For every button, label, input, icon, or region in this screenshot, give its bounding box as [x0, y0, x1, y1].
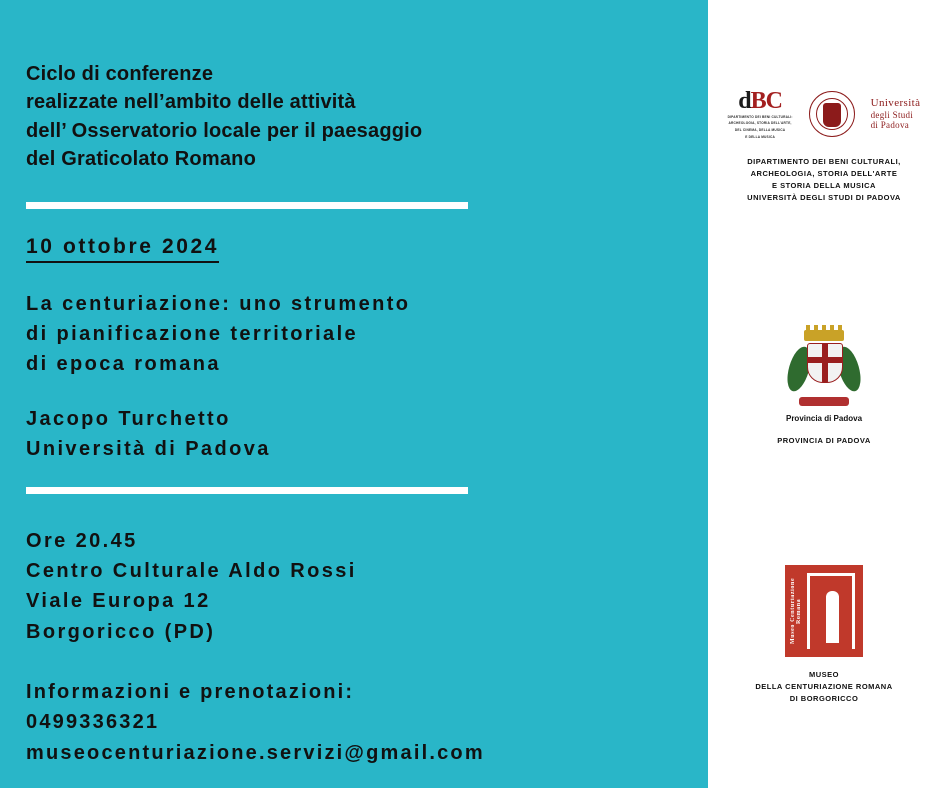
divider-top — [26, 202, 468, 209]
museo-caption-line-1: MUSEO — [808, 670, 839, 679]
museo-figure-icon — [826, 591, 839, 643]
unipd-caption-line-2: ARCHEOLOGIA, STORIA DELL'ARTE — [750, 169, 898, 178]
talk-title-line-1: La centuriazione: uno strumento — [26, 292, 411, 315]
contact-details — [26, 677, 708, 768]
provincia-caption — [708, 435, 940, 447]
logo-group-provincia — [708, 330, 940, 447]
unipd-caption-line-1: DIPARTIMENTO DEI BENI CULTURALI, — [747, 157, 901, 166]
unipd-wordmark-line-3: di Padova — [870, 120, 910, 131]
series-heading-line-3: dell’ Osservatorio locale per il paesaggio — [26, 119, 423, 142]
venue-name: Centro Culturale Aldo Rossi — [26, 559, 357, 582]
museo-logo-icon — [785, 565, 863, 657]
contact-label: Informazioni e prenotazioni: — [26, 681, 355, 704]
event-date: 10 ottobre 2024 — [26, 235, 219, 263]
crest-shield-icon — [807, 343, 843, 383]
university-seal-icon — [809, 91, 855, 137]
seal-emblem-icon — [823, 103, 841, 127]
series-heading-line-1: Ciclo di conferenze — [26, 63, 214, 85]
divider-bottom — [26, 487, 468, 494]
dbc-wordmark — [728, 89, 793, 113]
museo-vertical-text: Museo Centuriazione Romana — [790, 577, 802, 645]
talk-title — [26, 289, 708, 380]
series-heading-line-4: del Graticolato Romano — [26, 148, 256, 171]
dbc-letter-d: d — [738, 87, 751, 114]
speaker-affiliation: Università di Padova — [26, 438, 271, 461]
unipd-caption — [708, 156, 940, 204]
speaker-name: Jacopo Turchetto — [26, 407, 231, 430]
unipd-wordmark-line-2: degli Studi — [870, 109, 914, 120]
venue-city: Borgoricco (PD) — [26, 620, 216, 643]
crest-ribbon-icon — [799, 397, 849, 406]
museo-caption-line-3: DI BORGORICCO — [789, 694, 859, 703]
logo-group-unipd — [708, 84, 940, 204]
series-heading — [26, 60, 708, 174]
provincia-crest-icon — [785, 330, 863, 408]
dbc-sub-1: DIPARTIMENTO DEI BENI CULTURALI: — [727, 114, 793, 119]
speaker — [26, 404, 708, 465]
logo-group-museo — [708, 565, 940, 705]
poster-right-panel — [708, 0, 940, 788]
unipd-logo-row — [708, 84, 940, 144]
provincia-caption-line-1: PROVINCIA DI PADOVA — [777, 436, 871, 445]
unipd-wordmark-line-1: Università — [870, 96, 921, 109]
museo-caption-line-2: DELLA CENTURIAZIONE ROMANA — [755, 682, 893, 691]
dbc-sub-4: E DELLA MUSICA — [745, 134, 775, 139]
crest-crown-icon — [804, 330, 844, 341]
contact-email: museocenturiazione.servizi@gmail.com — [26, 741, 485, 764]
venue-details — [26, 526, 708, 648]
venue-time: Ore 20.45 — [26, 529, 138, 552]
talk-title-line-3: di epoca romana — [26, 353, 221, 376]
dbc-sub-2: ARCHEOLOGIA, STORIA DELL'ARTE, — [728, 121, 792, 126]
contact-phone: 0499336321 — [26, 711, 160, 734]
museo-caption — [708, 669, 940, 705]
talk-title-line-2: di pianificazione territoriale — [26, 322, 359, 345]
dbc-sub-3: DEL CINEMA, DELLA MUSICA — [734, 128, 786, 132]
unipd-caption-line-3: E STORIA DELLA MUSICA — [772, 181, 876, 190]
dbc-logo-icon — [728, 89, 793, 140]
dbc-letters-bc: BC — [750, 87, 782, 114]
unipd-wordmark — [871, 97, 921, 131]
venue-street: Viale Europa 12 — [26, 590, 211, 613]
unipd-caption-line-4: UNIVERSITÀ DEGLI STUDI DI PADOVA — [747, 193, 901, 202]
provincia-crest-label: Provincia di Padova — [785, 414, 863, 423]
series-heading-line-2: realizzate nell’ambito delle attività — [26, 91, 356, 114]
